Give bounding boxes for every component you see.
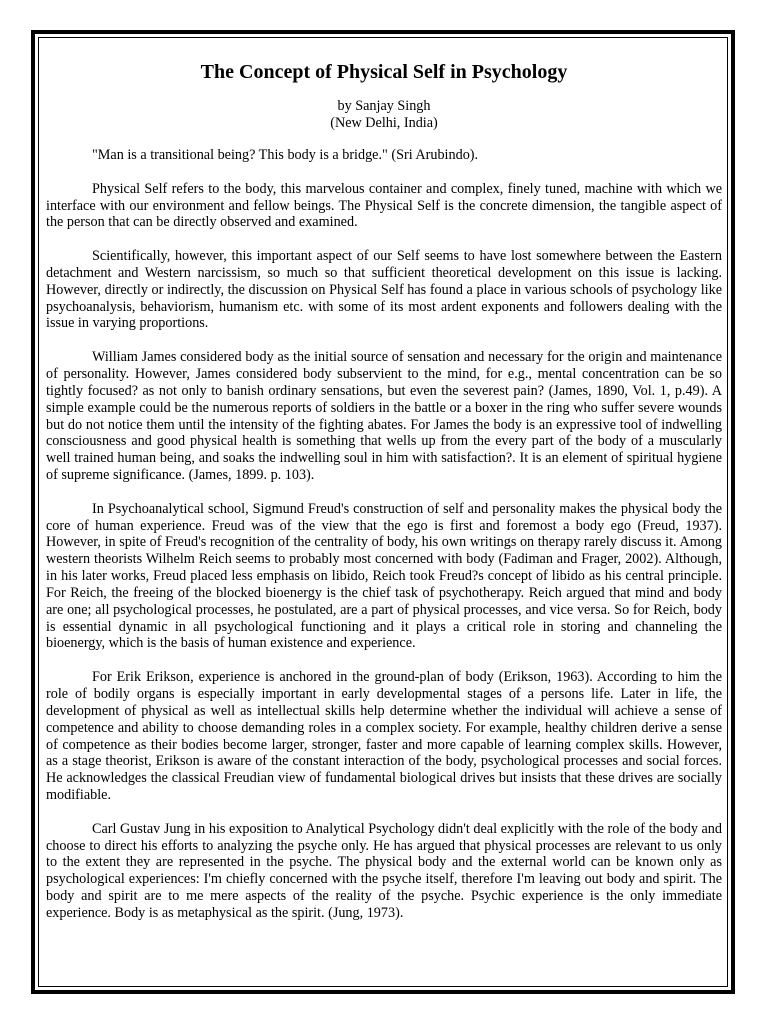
paragraph: For Erik Erikson, experience is anchored in the ground-plan of body (Erikson, 1963). According to him the role of bodily organs is especially important in early developmental stages of a persons life. Later in life, the development of physical as well as intellectual skills help determine whether the individual will achieve a sense of competence and ability to choose demanding roles in a complex society. For example, healthy children derive a sense of competence as their bodies become larger, stronger, faster and more capable of learning complex skills. However, as a stage theorist, Erikson is aware of the constant interaction of the body, psychological processes and social forces. He acknowledges the classical Freudian view of fundamental biological drives but insists that these drives are socially modifiable. [46, 669, 722, 804]
author-line: by Sanjay Singh [337, 98, 431, 114]
document-title: The Concept of Physical Self in Psychology [200, 61, 568, 83]
paragraph-container [46, 147, 722, 922]
epigraph-paragraph: "Man is a transitional being? This body is a bridge." (Sri Arubindo). [92, 147, 479, 163]
paragraph: Physical Self refers to the body, this marvelous container and complex, finely tuned, machine with which we interface with our environment and fellow beings. The Physical Self is the concrete dimension, the tangible aspect of the person that can be directly observed and examined. [46, 180, 722, 231]
document-body [46, 58, 722, 922]
paragraph: Carl Gustav Jung in his exposition to Analytical Psychology didn't deal explicitly with the role of the body and choose to direct his efforts to analyzing the psyche only. He has argued that physical processes are relevant to us only to the extent they are represented in the psyche. The physical body and the external world can be known only as psychological experiences: I'm chiefly concerned with the psyche itself, therefore I'm leaving out body and spirit. The body and spirit are to me mere aspects of the reality of the psyche. Psychic experience is the only immediate experience. Body is as metaphysical as the spirit. (Jung, 1973). [46, 820, 722, 921]
byline [46, 98, 722, 132]
location-line: (New Delhi, India) [330, 115, 438, 131]
paragraph: In Psychoanalytical school, Sigmund Freud's construction of self and personality makes the physical body the core of human experience. Freud was of the view that the ego is first and foremost a body ego (Freud, 1937). However, in spite of Freud's recognition of the centrality of body, his own writings on therapy rarely discuss it. Among western theorists Wilhelm Reich seems to probably most concerned with body (Fadiman and Frager, 2002). Although, in his later works, Freud placed less emphasis on libido, Reich took Freud?s concept of libido as his central principle. For Reich, the freeing of the blocked bioenergy is the chief task of psychotherapy. Reich argued that mind and body are one; all psychological processes, he postulated, are a part of physical processes, and vice versa. So for Reich, body is essential dynamic in all psychological functioning and it plays a critical role in storing and channeling the bioenergy, which is the basis of human existence and experience. [46, 500, 722, 652]
paragraph: Scientifically, however, this important aspect of our Self seems to have lost somewhere between the Eastern detachment and Western narcissism, so much so that sufficient theoretical development on this issue is lacking. However, directly or indirectly, the discussion on Physical Self has found a place in various schools of psychology like psychoanalysis, behaviorism, humanism etc. with some of its most ardent exponents and followers dealing with the issue in varying proportions. [46, 248, 722, 332]
paragraph: William James considered body as the initial source of sensation and necessary for the origin and maintenance of personality. However, James considered body subservient to the mind, for e.g., mental concentration can be so tightly focused? as not only to banish ordinary sensations, but even the severest pain? (James, 1890, Vol. 1, p.49). A simple example could be the numerous reports of soldiers in the battle or a boxer in the ring who suffer severe wounds but do not notice them until the intensity of the fighting abates. For James the body is an expressive tool of indwelling consciousness and good physical health is something that wells up from the every part of the body of a muscularly well trained human being, and soaks the indwelling soul in him with satisfaction?. It is an element of spiritual hygiene of supreme significance. (James, 1899. p. 103). [46, 349, 722, 484]
